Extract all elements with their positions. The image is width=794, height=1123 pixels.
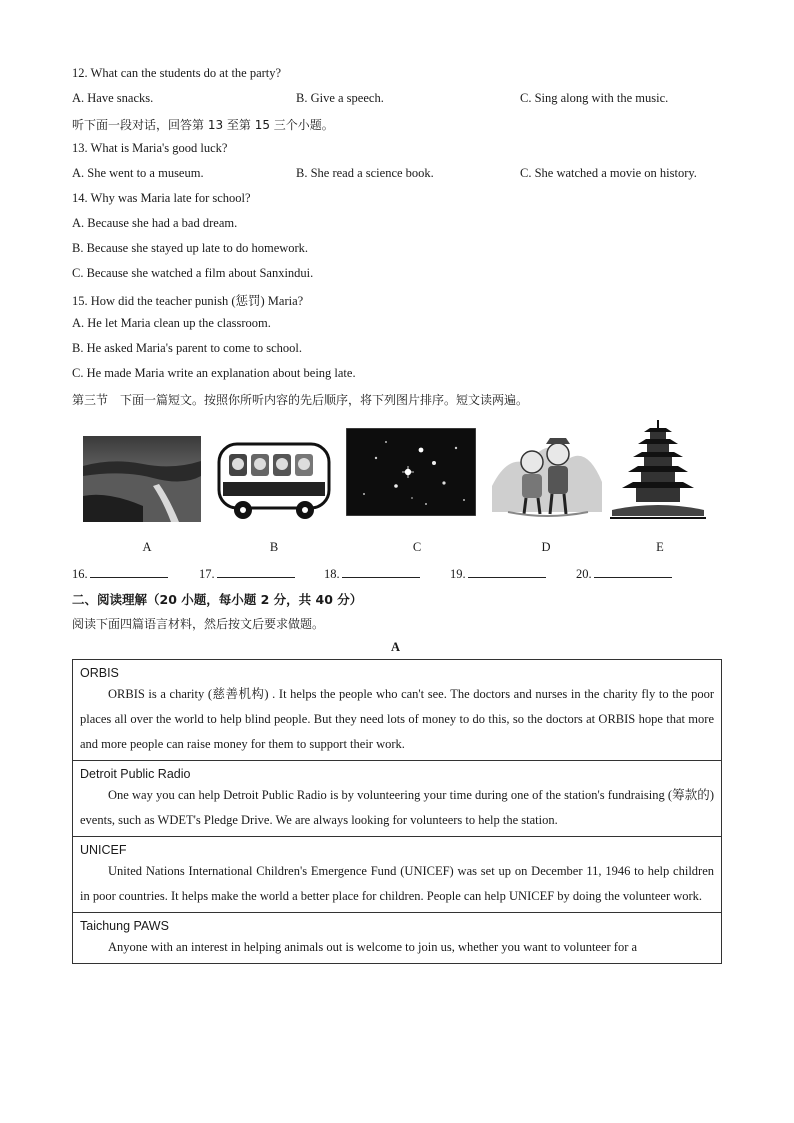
coastline-photo-icon [83, 436, 201, 522]
q12-option-b: B. Give a speech. [296, 91, 384, 105]
q14-question: 14. Why was Maria late for school? [72, 191, 251, 205]
blank-line [217, 566, 295, 578]
passage-entry-orbis [73, 660, 722, 761]
q12-question: 12. What can the students do at the party? [72, 66, 282, 80]
table-row [73, 913, 722, 964]
entry-body: ORBIS is a charity (慈善机构) . It helps the people who can't see. The doctors and nurses in the charity fly to the poor places all over the world to help blind people. But they need lots of money to do this, so the doctors at ORBIS hope that more and more people can raise money for them to support their work. [80, 687, 714, 751]
answer-blank-16[interactable] [72, 566, 168, 582]
picture-label-e: E [656, 540, 664, 554]
picture-label-a: A [142, 540, 152, 554]
blank-number: 18. [324, 567, 340, 581]
blank-number: 20. [576, 567, 592, 581]
passage-label: A [391, 640, 401, 654]
passage-entry-taichung-paws [73, 913, 722, 964]
q13-option-b: B. She read a science book. [296, 166, 434, 180]
reading-passage-table [72, 659, 722, 964]
q14-option-b: B. Because she stayed up late to do homework. [72, 241, 309, 255]
blank-line [468, 566, 546, 578]
table-row [73, 660, 722, 761]
blank-number: 16. [72, 567, 88, 581]
entry-title: Detroit Public Radio [80, 767, 191, 781]
reading-instruction: 阅读下面四篇语言材料，然后按文后要求做题。 [72, 617, 325, 631]
q13-question: 13. What is Maria's good luck? [72, 141, 228, 155]
picture-label-b: B [269, 540, 279, 554]
bus-with-kids-icon [213, 436, 335, 522]
entry-body: One way you can help Detroit Public Radio is by volunteering your time during one of the station's fundraising (筹款的) events, such as WDET's Pledge Drive. We are always looking for volunteers to help the station. [80, 788, 714, 827]
blank-number: 17. [199, 567, 215, 581]
passage-entry-unicef [73, 837, 722, 913]
passage-entry-detroit-radio [73, 761, 722, 837]
answer-blank-17[interactable] [199, 566, 295, 582]
entry-title: Taichung PAWS [80, 919, 169, 933]
instruction-13-15: 听下面一段对话，回答第 13 至第 15 三个小题。 [72, 118, 334, 132]
answer-blank-18[interactable] [324, 566, 420, 582]
blank-line [594, 566, 672, 578]
entry-title: UNICEF [80, 843, 127, 857]
entry-body: United Nations International Children's Emergence Fund (UNICEF) was set up on December 11, 1946 to help children in poor countries. It helps make the world a better place for children. People can help UNICEF by doing the volunteer work. [80, 864, 714, 903]
q15-option-c: C. He made Maria write an explanation about being late. [72, 366, 356, 380]
pagoda-icon [606, 416, 710, 522]
q15-question: 15. How did the teacher punish (惩罚) Maria? [72, 294, 304, 308]
picture-label-d: D [541, 540, 551, 554]
two-kids-cartoon-icon [488, 424, 606, 524]
entry-title: ORBIS [80, 666, 119, 680]
q13-option-a: A. She went to a museum. [72, 166, 204, 180]
blank-line [342, 566, 420, 578]
q15-option-b: B. He asked Maria's parent to come to school. [72, 341, 302, 355]
q13-option-c: C. She watched a movie on history. [520, 166, 697, 180]
answer-blank-20[interactable] [576, 566, 672, 582]
q14-option-a: A. Because she had a bad dream. [72, 216, 238, 230]
picture-label-c: C [412, 540, 422, 554]
entry-body: Anyone with an interest in helping animals out is welcome to join us, whether you want to volunteer for a [108, 940, 638, 954]
night-sky-stars-icon [346, 428, 476, 516]
q15-option-a: A. He let Maria clean up the classroom. [72, 316, 271, 330]
reading-section-title: 二、阅读理解（20 小题，每小题 2 分，共 40 分） [72, 592, 363, 607]
section3-instruction: 第三节 下面一篇短文。按照你所听内容的先后顺序，将下列图片排序。短文读两遍。 [72, 393, 529, 407]
q14-option-c: C. Because she watched a film about Sanxindui. [72, 266, 314, 280]
blank-line [90, 566, 168, 578]
q12-option-a: A. Have snacks. [72, 91, 154, 105]
table-row [73, 837, 722, 913]
table-row [73, 761, 722, 837]
q12-option-c: C. Sing along with the music. [520, 91, 669, 105]
answer-blank-19[interactable] [450, 566, 546, 582]
blank-number: 19. [450, 567, 466, 581]
